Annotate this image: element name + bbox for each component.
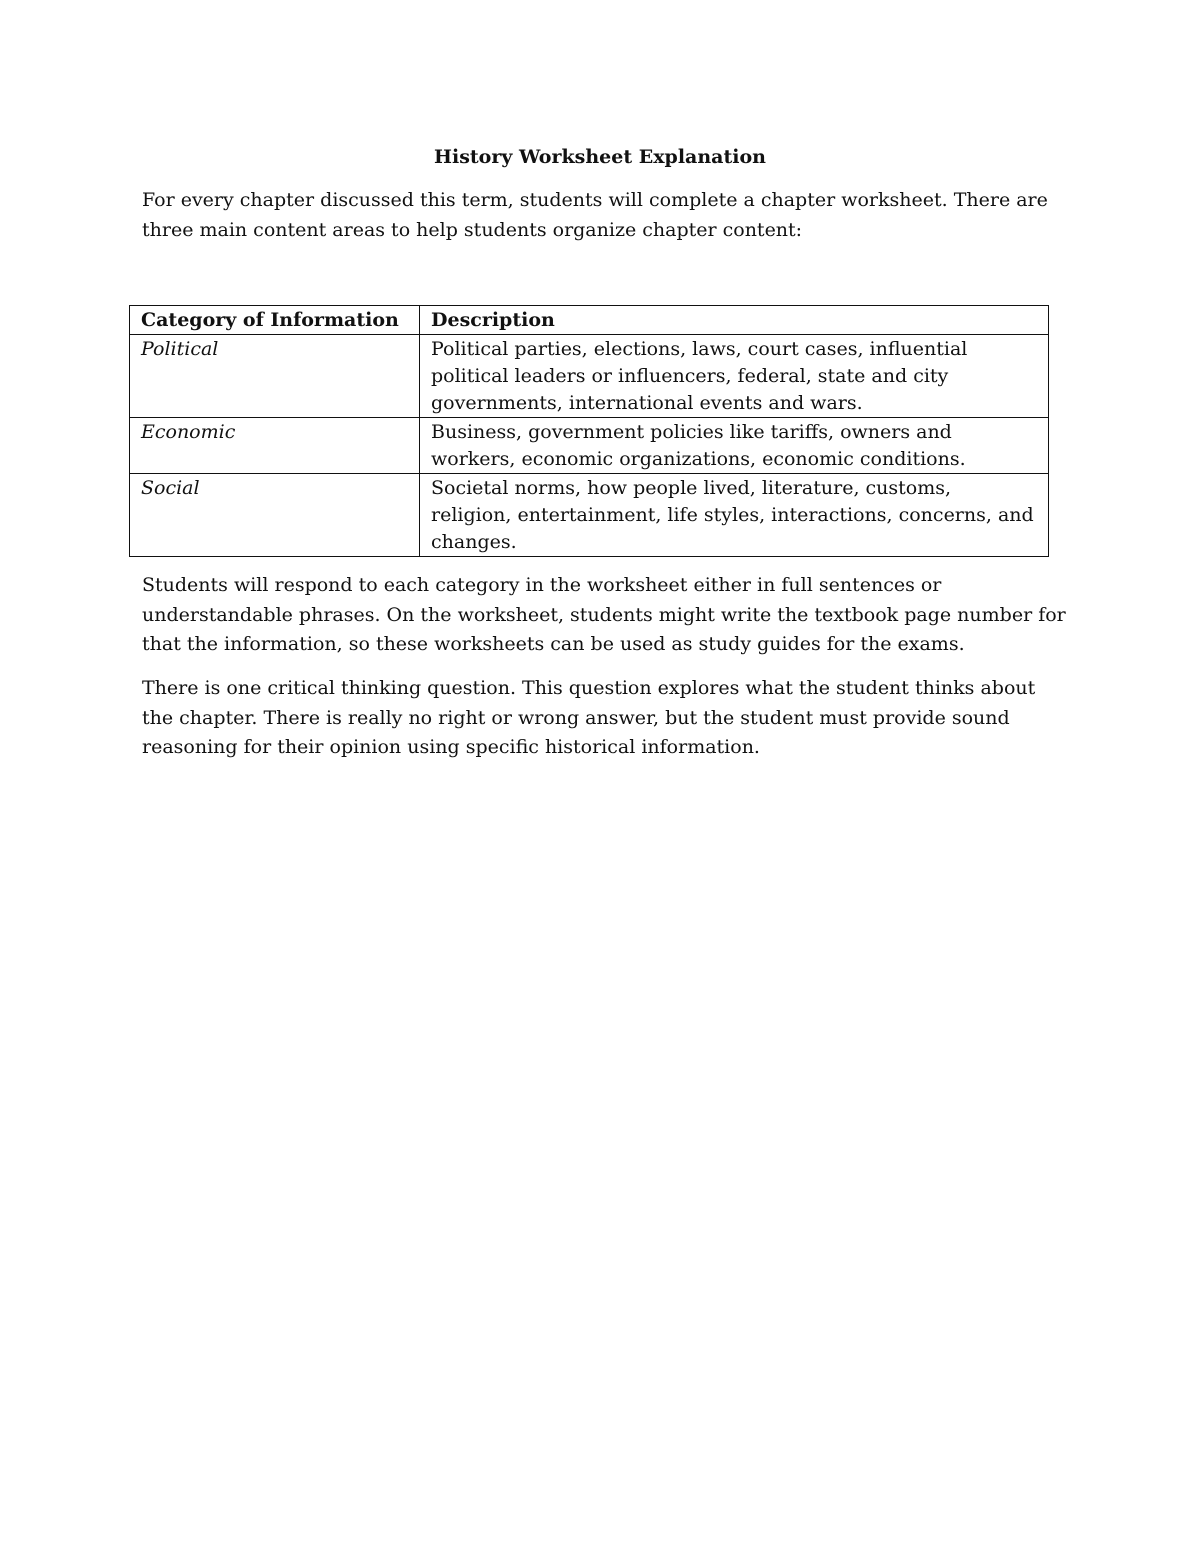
document-title: History Worksheet Explanation bbox=[434, 146, 766, 168]
critical-thinking-paragraph: There is one critical thinking question. This question explores what the student thinks about the chapter. There is really no right or wrong answer, but the student must provide sound reasoning for their opinion using specific historical information. bbox=[142, 677, 1036, 758]
description-cell-social: Societal norms, how people lived, literature, customs, religion, entertainment, life styles, interactions, concerns, and changes. bbox=[420, 474, 1049, 557]
category-table bbox=[129, 305, 1048, 557]
category-cell-economic: Economic bbox=[130, 418, 420, 474]
description-cell-political: Political parties, elections, laws, court cases, influential political leaders or influencers, federal, state and city governments, international events and wars. bbox=[420, 335, 1049, 418]
header-category: Category of Information bbox=[130, 306, 420, 335]
table-row bbox=[130, 335, 1049, 418]
description-cell-economic: Business, government policies like tariffs, owners and workers, economic organizations, economic conditions. bbox=[420, 418, 1049, 474]
table-header-row bbox=[130, 306, 1049, 335]
category-cell-social: Social bbox=[130, 474, 420, 557]
table-row bbox=[130, 418, 1049, 474]
intro-paragraph: For every chapter discussed this term, students will complete a chapter worksheet. There are three main content areas to help students organize chapter content: bbox=[142, 189, 1048, 241]
response-paragraph: Students will respond to each category in the worksheet either in full sentences or understandable phrases. On the worksheet, students might write the textbook page number for that the information, so these worksheets can be used as study guides for the exams. bbox=[142, 574, 1066, 655]
header-description: Description bbox=[420, 306, 1049, 335]
table-row bbox=[130, 474, 1049, 557]
category-cell-political: Political bbox=[130, 335, 420, 418]
